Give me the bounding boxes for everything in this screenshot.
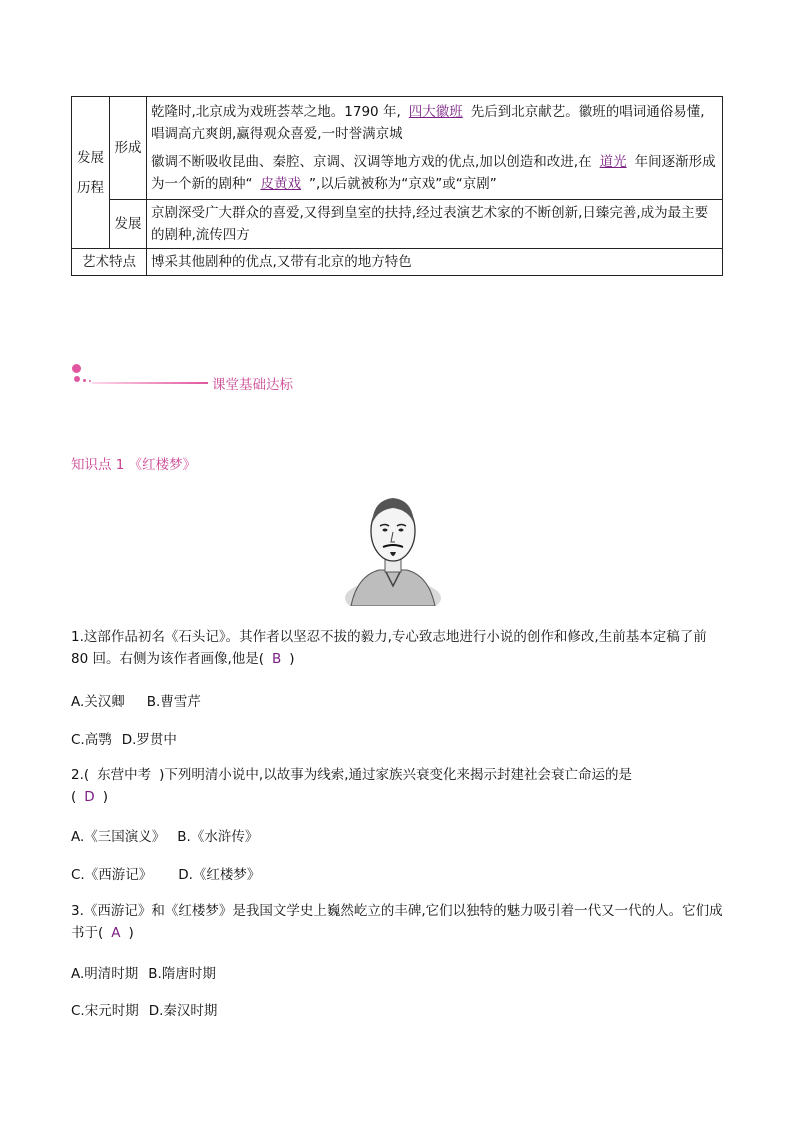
option: A.关汉卿	[71, 694, 125, 710]
question-2: 2.( 东营中考 )下列明清小说中,以故事为线索,通过家族兴衰变化来揭示封建社会衰亡命运的是 ( D )	[71, 767, 633, 805]
option: D.罗贯中	[121, 732, 177, 748]
formation-label: 形成	[110, 97, 147, 200]
question-3-options-row-2	[71, 999, 217, 1019]
answer-blank: 四大徽班	[408, 104, 463, 120]
section-title: 课堂基础达标	[212, 377, 293, 393]
question-2-options-row-1	[71, 825, 258, 845]
art-features-content: 博采其他剧种的优点,又带有北京的地方特色	[147, 249, 723, 276]
answer-blank: 皮黄戏	[260, 176, 301, 192]
question-2-options-row-2	[71, 863, 260, 883]
question-3-answer: A	[111, 925, 121, 941]
question-1: 1.这部作品初名《石头记》。其作者以坚忍不拔的毅力,专心致志地进行小说的创作和修改,生前基本定稿了前 80 回。右侧为该作者画像,他是( B )	[71, 629, 707, 667]
question-1-options-row-1	[71, 690, 201, 710]
dev-history-label: 发展历程	[72, 97, 110, 249]
option: C.宋元时期	[71, 1003, 139, 1019]
option: A.明清时期	[71, 966, 139, 982]
option: C.《西游记》	[71, 867, 153, 883]
option: C.高鹗	[71, 732, 112, 748]
knowledge-point-title: 知识点 1 《红楼梦》	[71, 457, 197, 473]
question-3: 3.《西游记》和《红楼梦》是我国文学史上巍然屹立的丰碑,它们以独特的魅力吸引着一代又一代的人。它们成书于( A )	[71, 903, 723, 941]
option: D.秦汉时期	[148, 1003, 218, 1019]
development-label: 发展	[110, 200, 147, 249]
formation-content	[147, 97, 723, 200]
question-2-source: 东营中考	[97, 767, 152, 783]
question-2-answer: D	[84, 789, 95, 805]
question-1-options-row-2	[71, 728, 177, 748]
art-features-label: 艺术特点	[72, 249, 147, 276]
section-divider	[92, 382, 208, 384]
option: B.《水浒传》	[177, 829, 259, 845]
development-content: 京剧深受广大群众的喜爱,又得到皇室的扶持,经过表演艺术家的不断创新,日臻完善,成为最主要的剧种,流传四方	[147, 200, 723, 249]
option: B.曹雪芹	[146, 694, 201, 710]
option: A.《三国演义》	[71, 829, 166, 845]
question-3-options-row-1	[71, 962, 216, 982]
formation-paragraph-2: 徽调不断吸收昆曲、秦腔、京调、汉调等地方戏的优点,加以创造和改进,在 道光 年间逐渐形成为一个新的剧种“ 皮黄戏 ”,以后就被称为“京戏”或“京剧”	[151, 154, 716, 192]
question-1-answer: B	[272, 651, 282, 667]
history-table	[71, 96, 723, 276]
answer-blank: 道光	[599, 154, 627, 170]
option: B.隋唐时期	[148, 966, 216, 982]
option: D.《红楼梦》	[178, 867, 261, 883]
formation-paragraph-1: 乾隆时,北京成为戏班荟萃之地。1790 年, 四大徽班 先后到北京献艺。徽班的唱词通俗易懂,唱调高亢爽朗,赢得观众喜爱,一时誉满京城	[151, 104, 705, 142]
portrait-illustration	[343, 486, 443, 606]
